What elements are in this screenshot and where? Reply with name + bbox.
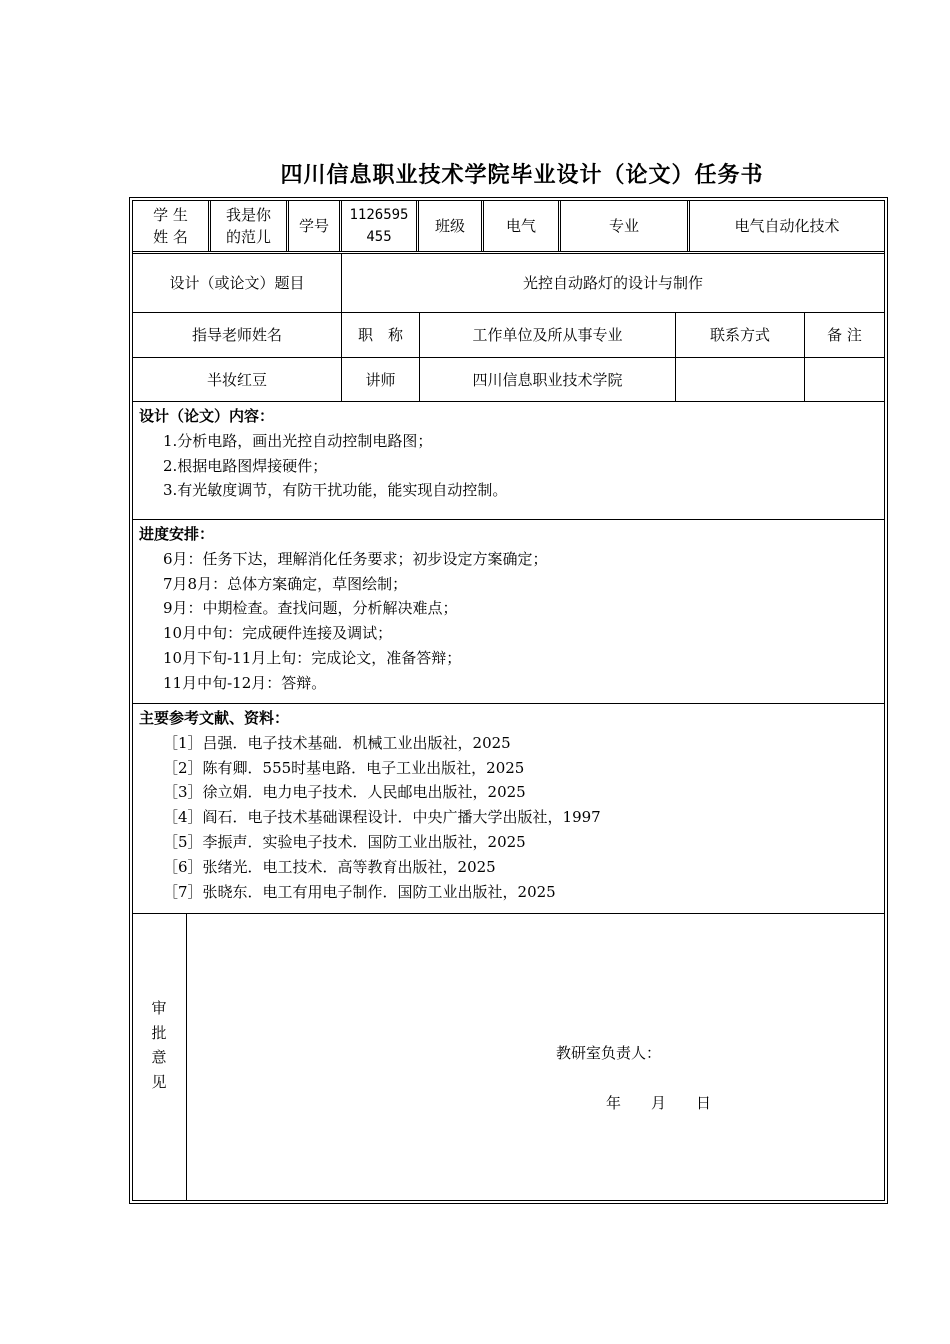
document-title: 四川信息职业技术学院毕业设计（论文）任务书 [280,162,764,188]
row-divider [132,703,885,704]
label-line: 学 生 [153,206,188,224]
advisor-label: 指导老师姓名 [191,326,282,344]
value-line: 的范儿 [225,228,271,246]
topic-value: 光控自动路灯的设计与制作 [522,274,703,292]
row-divider [132,401,885,402]
class-label: 班级 [434,217,465,235]
rank-label: 职 称 [357,326,403,344]
major-value: 电气自动化技术 [734,217,840,235]
reference-item: ［3］徐立娟．电力电子技术．人民邮电出版社，2025 [163,783,526,802]
content-item: 3.有光敏度调节，有防干扰功能，能实现自动控制。 [163,481,508,500]
unit-label: 工作单位及所从事专业 [472,326,623,344]
schedule-item: 6月：任务下达，理解消化任务要求；初步设定方案确定； [163,549,548,568]
reference-item: ［6］张绪光．电工技术．高等教育出版社，2025 [163,857,496,876]
value-line: 455 [366,229,392,245]
schedule-item: 10月下旬-11月上旬：完成论文，准备答辩； [163,648,462,667]
student-id-value [342,201,416,251]
advisor-contact [676,358,804,401]
schedule-item: 11月中旬-12月：答辩。 [163,673,327,692]
reference-item: ［5］李振声．实验电子技术．国防工业出版社，2025 [163,832,526,851]
major-label: 专业 [608,217,639,235]
student-id-label: 学号 [298,217,329,235]
approval-char: 审 [151,999,167,1017]
reference-item: ［7］张晓东．电工有用电子制作．国防工业出版社，2025 [163,882,556,901]
student-name-label [133,201,208,251]
label-line: 姓 名 [153,228,188,246]
reference-item: ［1］吕强．电子技术基础．机械工业出版社，2025 [163,733,511,752]
remark-label: 备 注 [827,326,862,344]
row-divider [132,913,885,914]
schedule-item: 7月8月：总体方案确定，草图绘制； [163,574,408,593]
content-heading: 设计（论文）内容： [139,407,275,425]
references-section [139,706,601,904]
approval-char: 意 [151,1048,167,1066]
class-value: 电气 [505,217,536,235]
date-line: 年 月 日 [606,1094,712,1112]
value-line: 我是你 [225,206,271,224]
approval-char: 批 [151,1023,167,1042]
advisor-rank: 讲师 [365,370,396,389]
content-item: 1.分析电路，画出光控自动控制电路图； [163,431,433,450]
row-divider [132,519,885,520]
reference-item: ［4］阎石．电子技术基础课程设计．中央广播大学出版社，1997 [163,808,601,827]
reference-item: ［2］陈有卿．555时基电路．电子工业出版社，2025 [163,758,525,777]
student-name-value [211,201,286,251]
schedule-item: 9月：中期检查。查找问题，分析解决难点； [163,599,458,618]
value-line: 1126595 [349,207,409,223]
content-item: 2.根据电路图焊接硬件； [163,456,328,475]
advisor-remark [805,358,884,401]
contact-label: 联系方式 [709,326,770,344]
advisor-name: 半妆红豆 [206,370,267,389]
schedule-section [139,522,548,696]
schedule-item: 10月中旬：完成硬件连接及调试； [163,624,393,643]
col-divider [186,913,187,1201]
references-heading: 主要参考文献、资料： [139,709,290,727]
topic-label: 设计（或论文）题目 [169,274,305,292]
approval-char: 见 [151,1072,167,1091]
content-section [139,404,507,503]
approval-label [148,996,170,1094]
schedule-heading: 进度安排： [139,525,215,543]
signer-label: 教研室负责人： [556,1044,662,1062]
advisor-unit: 四川信息职业技术学院 [472,370,623,389]
